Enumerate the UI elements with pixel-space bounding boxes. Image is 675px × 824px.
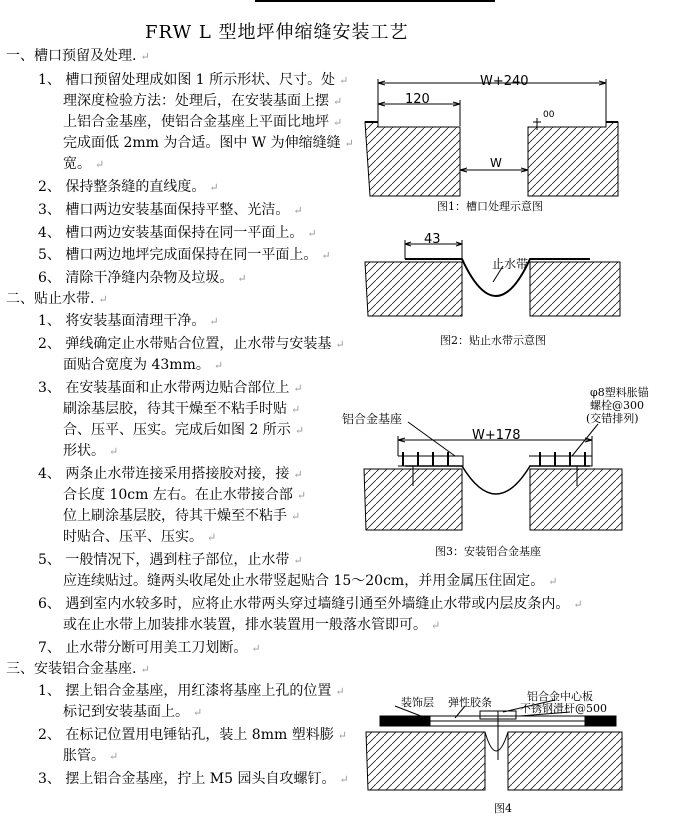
paragraph-mark-icon: ↵ <box>213 359 224 372</box>
paragraph-mark-icon: ↵ <box>431 619 441 632</box>
paragraph-mark-icon: ↵ <box>109 750 119 763</box>
paragraph-mark-icon: ↵ <box>293 468 303 481</box>
paragraph-mark-icon: ↵ <box>333 116 343 129</box>
text-line: 3、 摆上铝合金基座，拧上 M5 园头自攻螺钉。 ↵ <box>38 771 349 787</box>
text-line: 二、贴止水带. ↵ <box>6 291 108 307</box>
paragraph-mark-icon: ↵ <box>293 554 303 567</box>
text-line: 面贴合宽度为 43mm。 ↵ <box>63 357 224 373</box>
paragraph-mark-icon: ↵ <box>337 729 347 742</box>
text-line: 2、 弹线确定止水带贴合位置，止水带与安装基 ↵ <box>38 336 345 352</box>
paragraph-mark-icon: ↵ <box>109 445 119 458</box>
text-line: 上铝合金基座，使铝合金基座上平面比地坪 ↵ <box>63 114 343 130</box>
paragraph-mark-icon: ↵ <box>307 227 317 240</box>
text-line: 1、 槽口预留处理成如图 1 所示形状、尺寸。处 ↵ <box>38 72 349 88</box>
paragraph-mark-icon: ↵ <box>344 137 354 150</box>
fig4-caption: 图4 <box>494 802 512 815</box>
paragraph-mark-icon: ↵ <box>98 293 108 306</box>
fig1-dim-depth: 00 <box>543 110 555 120</box>
text-line: 合长度 10cm 左右。在止水带接合部 ↵ <box>63 487 307 503</box>
text-line: 完成面低 2mm 为合适。图中 W 为伸缩缝缝 ↵ <box>63 135 354 151</box>
paragraph-mark-icon: ↵ <box>251 642 261 655</box>
paragraph-mark-icon: ↵ <box>293 382 303 395</box>
text-line: 2、 在标记位置用电锤钻孔，装上 8mm 塑料膨 ↵ <box>38 727 347 743</box>
paragraph-mark-icon: ↵ <box>573 598 583 611</box>
text-line: 4、 槽口两边安装基面保持在同一平面上。 ↵ <box>38 225 317 241</box>
paragraph-mark-icon: ↵ <box>548 575 558 588</box>
paragraph-mark-icon: ↵ <box>95 158 105 171</box>
text-line: 6、 遇到室内水较多时，应将止水带两头穿过墙缝引通至外墙缝止水带或内层皮条内。 ↵ <box>38 596 583 612</box>
paragraph-mark-icon: ↵ <box>209 315 219 328</box>
text-line: 1、 将安装基面清理干净。 ↵ <box>38 313 219 329</box>
figure-1-slot-diagram <box>365 79 618 196</box>
text-line: 5、 一般情况下，遇到柱子部位，止水带 ↵ <box>38 552 303 568</box>
fig1-caption: 图1：槽口处理示意图 <box>437 200 543 213</box>
text-line: 宽。 ↵ <box>63 156 105 172</box>
fig2-caption: 图2：贴止水带示意图 <box>440 334 546 347</box>
text-line: 4、 两条止水带连接采用搭接胶对接，接 ↵ <box>38 466 303 482</box>
paragraph-mark-icon: ↵ <box>207 531 217 544</box>
figure-2-waterstop-diagram <box>365 240 620 316</box>
paragraph-mark-icon: ↵ <box>339 773 349 786</box>
paragraph-mark-icon: ↵ <box>193 706 203 719</box>
fig4-plate-label: 铝合金中心板 <box>527 690 593 703</box>
paragraph-mark-icon: ↵ <box>296 489 307 502</box>
fig1-dim-left: 120 <box>405 92 430 107</box>
fig2-dim-width: 43 <box>424 232 441 247</box>
text-line: 3、 在安装基面和止水带两边贴合部位上 ↵ <box>38 380 303 396</box>
paragraph-mark-icon: ↵ <box>209 181 219 194</box>
text-line: 或在止水带上加装排水装置，排水装置用一般落水管即可。 ↵ <box>63 617 441 633</box>
fig3-base-label: 铝合金基座 <box>342 412 403 426</box>
text-line: 胀管。 ↵ <box>63 748 119 764</box>
paragraph-mark-icon: ↵ <box>335 685 345 698</box>
text-line: 一、槽口预留及处理. ↵ <box>6 48 150 64</box>
text-line: 应连续贴过。缝两头收尾处止水带竖起贴合 15～20cm，并用金属压住固定。 ↵ <box>63 573 558 589</box>
text-line: 3、 槽口两边安装基面保持平整、光洁。 ↵ <box>38 202 303 218</box>
text-line: 时贴合、压平、压实。 ↵ <box>63 529 217 545</box>
text-line: 位上刷涂基层胶，待其干燥至不粘手 ↵ <box>63 508 301 524</box>
paragraph-mark-icon: ↵ <box>293 204 303 217</box>
paragraph-mark-icon: ↵ <box>291 403 301 416</box>
text-line: 形状。 ↵ <box>63 443 119 459</box>
paragraph-mark-icon: ↵ <box>140 50 150 63</box>
fig4-rod-label: 不锈钢滑杆@500 <box>520 702 607 715</box>
fig1-dim-total: W+240 <box>480 74 529 89</box>
document-title: FRW L 型地坪伸缩缝安装工艺 <box>145 22 409 43</box>
text-line: 标记到安装基面上。 ↵ <box>63 704 203 720</box>
fig3-anchor-label-1: φ8塑料胀锚 <box>590 386 649 399</box>
text-line: 理深度检验方法：处理后，在安装基面上摆 ↵ <box>63 93 343 109</box>
text-line: 6、 清除干净缝内杂物及垃圾。 ↵ <box>38 270 247 286</box>
paragraph-mark-icon: ↵ <box>291 510 301 523</box>
paragraph-mark-icon: ↵ <box>140 663 150 676</box>
text-line: 三、安装铝合金基座. ↵ <box>6 661 150 677</box>
paragraph-mark-icon: ↵ <box>294 424 305 437</box>
fig4-decor-label: 装饰层 <box>401 696 434 709</box>
fig3-dim-total: W+178 <box>472 428 521 443</box>
text-line: 7、 止水带分断可用美工刀划断。 ↵ <box>38 640 261 656</box>
text-line: 1、 摆上铝合金基座，用红漆将基座上孔的位置 ↵ <box>38 683 345 699</box>
text-line: 5、 槽口两边地坪完成面保持在同一平面上。 ↵ <box>38 247 331 263</box>
fig1-dim-gap: W <box>490 156 502 170</box>
text-line: 合、压平、压实。完成后如图 2 所示 ↵ <box>63 422 305 438</box>
text-line: 2、 保持整条缝的直线度。 ↵ <box>38 179 219 195</box>
fig3-caption: 图3：安装铝合金基座 <box>435 545 541 558</box>
fig3-anchor-label-2: 螺栓@300 <box>590 399 644 412</box>
paragraph-mark-icon: ↵ <box>335 338 345 351</box>
paragraph-mark-icon: ↵ <box>237 272 247 285</box>
text-line: 刷涂基层胶，待其干燥至不粘手时贴 ↵ <box>63 401 301 417</box>
paragraph-mark-icon: ↵ <box>321 249 331 262</box>
fig4-rubber-label: 弹性胶条 <box>448 696 492 709</box>
fig3-anchor-label-3: (交错排列) <box>586 412 639 425</box>
paragraph-mark-icon: ↵ <box>339 74 349 87</box>
paragraph-mark-icon: ↵ <box>333 95 343 108</box>
fig2-waterstop-label: 止水带 <box>492 257 529 271</box>
